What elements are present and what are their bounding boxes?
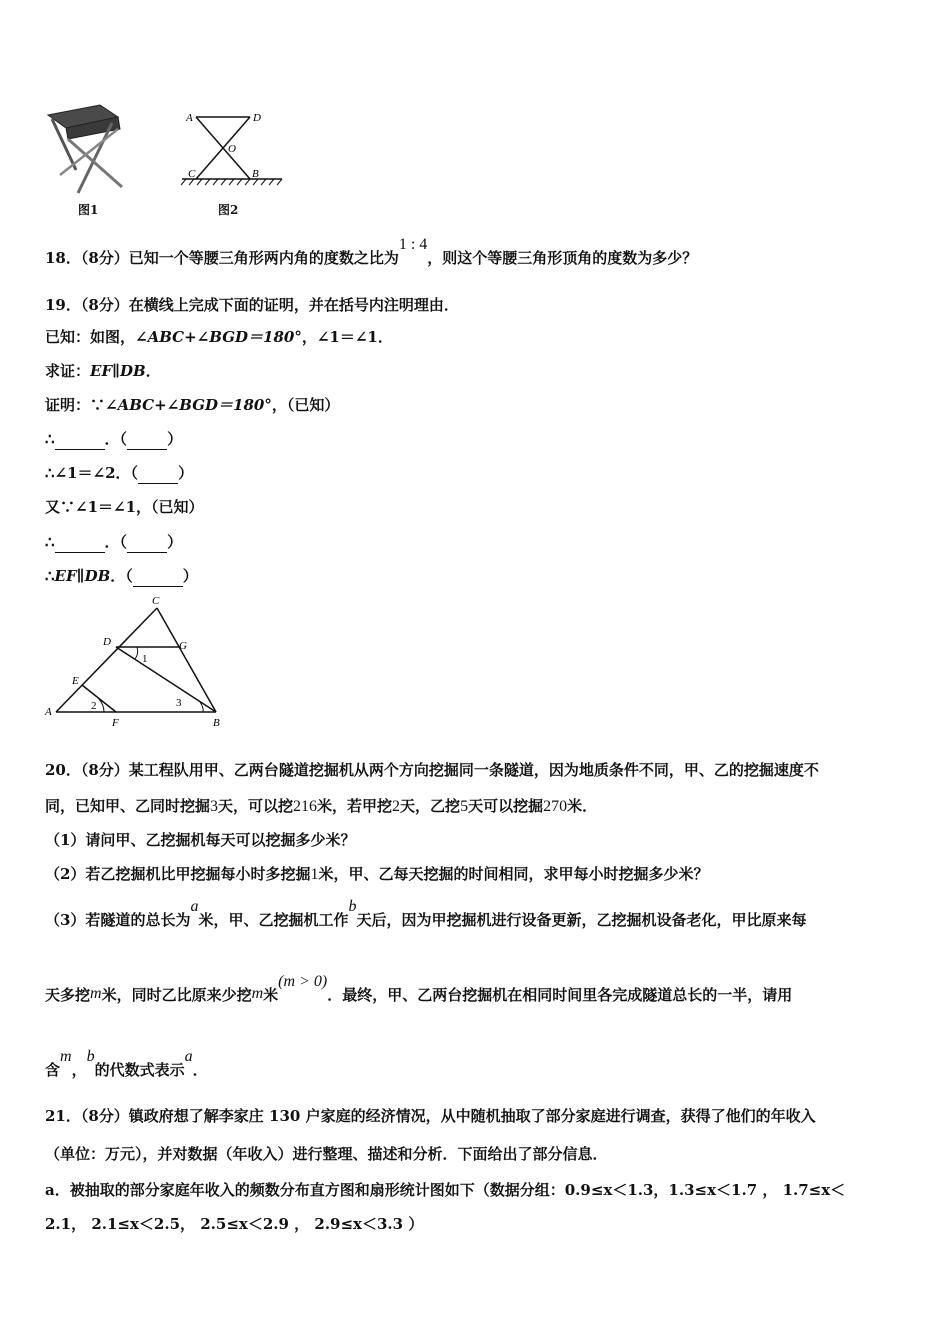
question-20-part-2: （2）若乙挖掘机比甲挖掘每小时多挖掘1米，甲、乙每天挖掘的时间相同，求甲每小时挖掘多少米？ [45,865,709,883]
question-20-part-3-line-2: 天多挖m米，同时乙比原来少挖m米(m > 0)．最终，甲、乙两台挖掘机在相同时间里各完成隧道总长的一半，请用 [45,973,793,1004]
figure-2-diagram [178,108,288,188]
reason-blank[interactable] [127,429,167,450]
question-20-part-1: （1）请问甲、乙挖掘机每天可以挖掘多少米？ [45,831,356,849]
label-A: A [45,706,52,718]
figure-2-caption: 图2 [218,203,239,217]
angle-2-label: 2 [91,700,97,712]
proof-step-1: ∴ ．（ ） [45,430,183,448]
question-19-given: 已知：如图，∠ABC+∠BGD＝180°，∠1＝∠1． [45,328,393,346]
question-19-triangle-diagram [40,592,240,732]
label-A: A [186,112,193,124]
reason-blank[interactable] [138,463,178,484]
label-E: E [72,675,79,687]
label-B: B [252,168,259,180]
question-20-line-2: 同，已知甲、乙同时挖掘3天，可以挖216米，若甲挖2天，乙挖5天可以挖掘270米． [45,797,598,815]
figure-1-stool [40,95,140,205]
label-G: G [179,640,187,652]
question-21-line-2: （单位：万元），并对数据（年收入）进行整理、描述和分析．下面给出了部分信息． [45,1145,608,1163]
question-21-line-3: a．被抽取的部分家庭年收入的频数分布直方图和扇形统计图如下（数据分组：0.9≤x＜1.3，1.3≤x＜1.7 ， 1.7≤x＜ [45,1181,846,1199]
question-20-part-3: （3）若隧道的总长为a米，甲、乙挖掘机工作b天后，因为甲挖掘机进行设备更新，乙挖掘机设备老化，甲比原来每 [45,898,807,929]
answer-blank[interactable] [55,429,105,450]
reason-blank[interactable] [133,566,183,587]
label-C: C [152,595,160,607]
question-21-line-1: 21．（8分）镇政府想了解李家庄 130 户家庭的经济情况，从中随机抽取了部分家庭进行调查，获得了他们的年收入 [45,1107,816,1125]
answer-blank[interactable] [55,532,105,553]
figure-1-caption: 图1 [78,203,99,217]
proof-step-2: ∴∠1＝∠2．（ ） [45,464,194,482]
angle-1-label: 1 [142,653,148,665]
proof-step-3: 又∵∠1＝∠1，（已知） [45,498,204,516]
question-18: 18．（8分）已知一个等腰三角形两内角的度数之比为1 : 4，则这个等腰三角形顶角的度数为多少？ [45,236,698,267]
question-19-proof: 证明：∵∠ABC+∠BGD＝180°，（已知） [45,396,340,414]
question-19-prove: 求证：EF∥DB． [45,362,161,380]
question-21-line-4: 2.1， 2.1≤x＜2.5， 2.5≤x＜2.9 ， 2.9≤x＜3.3 ） [45,1215,424,1233]
label-D: D [253,112,261,124]
label-D: D [103,636,111,648]
question-19-intro: 19．（8分）在横线上完成下面的证明，并在括号内注明理由． [45,296,459,314]
proof-step-5: ∴EF∥DB．（ ） [45,567,198,585]
question-20-part-3-line-3: 含m，b的代数式表示a． [45,1048,208,1079]
proof-step-4: ∴ ．（ ） [45,533,183,551]
label-B: B [213,717,220,729]
label-C: C [188,168,196,180]
angle-3-label: 3 [176,697,182,709]
reason-blank[interactable] [127,532,167,553]
label-O: O [228,143,236,155]
question-20-line-1: 20．（8分）某工程队用甲、乙两台隧道挖掘机从两个方向挖掘同一条隧道，因为地质条件不同，甲、乙的挖掘速度不 [45,761,819,779]
label-F: F [112,717,119,729]
